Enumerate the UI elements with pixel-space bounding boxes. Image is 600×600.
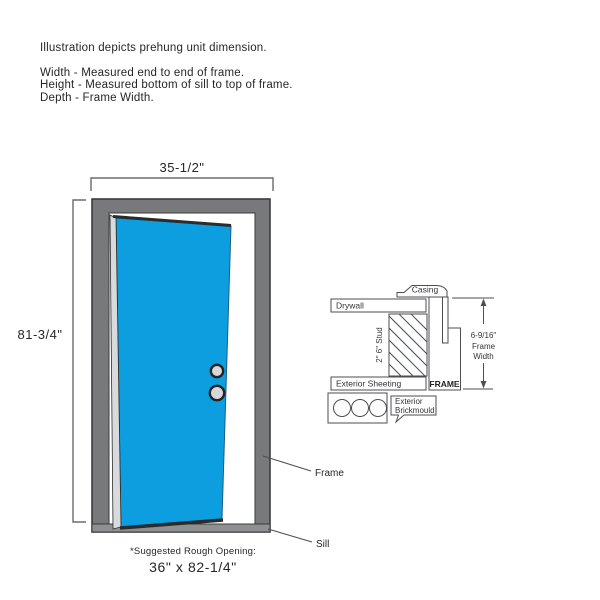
frame-width-dim-label1: Frame <box>471 342 496 351</box>
drywall-label: Drywall <box>336 300 364 311</box>
rough-opening-caption-line: *Suggested Rough Opening: <box>130 546 256 557</box>
intro-line-width: Width - Measured end to end of frame. <box>40 67 245 80</box>
brick-circle <box>334 400 351 417</box>
sill-label: Sill <box>316 539 330 550</box>
deadbolt-knob <box>211 365 223 377</box>
frame-width-dim-label2: Width <box>473 352 494 361</box>
frame-profile-kerf <box>443 297 449 343</box>
frame-label: Frame <box>315 468 344 479</box>
frame-width-dim-value: 6-9/16" <box>470 331 497 340</box>
height-dimension-label: 81-3/4" <box>17 327 63 342</box>
rough-opening-value: 36" x 82-1/4" <box>149 559 237 575</box>
exterior-sheeting-label: Exterior Sheeting <box>336 378 402 389</box>
height-dimension-bracket <box>73 200 86 522</box>
sill-leader-line <box>268 529 312 542</box>
frame-profile-label: FRAME <box>429 379 460 389</box>
door-illustration <box>18 160 345 550</box>
rough-opening-caption <box>98 546 288 575</box>
intro-line-height: Height - Measured bottom of sill to top of frame. <box>40 79 293 92</box>
width-dimension-label: 35-1/2" <box>159 160 205 175</box>
intro-line-depth: Depth - Frame Width. <box>40 91 154 104</box>
intro-line-1: Illustration depicts prehung unit dimension. <box>40 42 267 54</box>
brick-circle <box>352 400 369 417</box>
width-dimension-bracket <box>91 178 273 191</box>
brickmould-label-line1: Exterior <box>395 397 423 406</box>
casing-label: Casing <box>411 284 439 295</box>
brick-circle <box>370 400 387 417</box>
dimension-arrow-up <box>481 299 487 307</box>
door-knob <box>210 386 224 400</box>
stud-label: 2" 6" Stud <box>375 327 384 363</box>
dimension-arrow-down <box>481 381 487 389</box>
cross-section-diagram <box>328 285 496 424</box>
brickmould-label-line2: Brickmould <box>395 406 435 415</box>
